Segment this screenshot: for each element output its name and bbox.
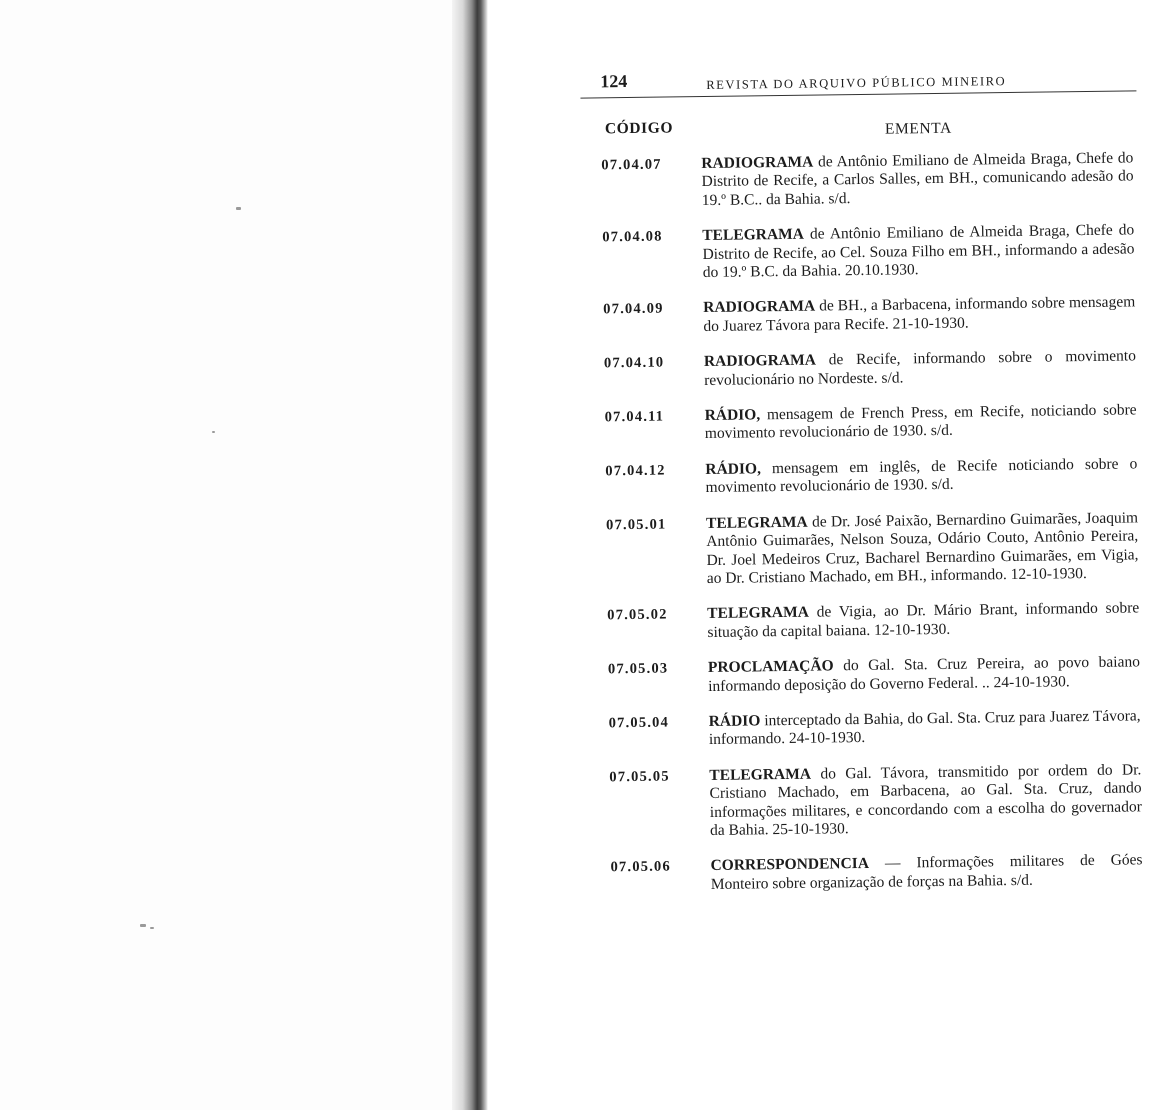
- entry-row: [583, 294, 1139, 338]
- entry-kind: RÁDIO: [708, 712, 761, 730]
- entry-text: — Informações militares de Góes Monteiro sobre organização de forças na Bahia. s/d.: [710, 851, 1143, 893]
- entry-kind: TELEGRAMA: [705, 513, 808, 532]
- entry-row: [589, 707, 1145, 751]
- entry-code: 07.04.11: [604, 408, 665, 426]
- entry-row: [582, 222, 1139, 284]
- entry-text: de Antônio Emiliano de Almeida Braga, Chefe do Distrito de Recife, a Carlos Salles, em BH., comunicando adesão do 19.º B.C.. da Bahia. s/d.: [701, 149, 1134, 209]
- entry-ementa: [709, 707, 1141, 749]
- entry-row: [586, 509, 1143, 590]
- entry-code: 07.05.02: [607, 606, 668, 624]
- entry-ementa: [708, 653, 1140, 695]
- entry-row: [587, 600, 1143, 644]
- entry-code: 07.05.06: [610, 858, 672, 876]
- entry-row: [581, 149, 1138, 211]
- entry-ementa: [710, 852, 1142, 894]
- entry-ementa: [707, 600, 1139, 642]
- paper-speck: [212, 431, 215, 433]
- entry-code: 07.05.01: [605, 516, 667, 534]
- entry-list: [581, 149, 1147, 895]
- entry-ementa: [702, 222, 1135, 283]
- column-header-code: CÓDIGO: [604, 119, 674, 138]
- entry-kind: RÁDIO,: [705, 460, 761, 478]
- entry-ementa: [704, 348, 1136, 390]
- entry-code: 07.04.08: [602, 228, 663, 246]
- entry-code: 07.04.10: [603, 354, 665, 372]
- entry-kind: TELEGRAMA: [707, 604, 809, 623]
- entry-kind: RADIOGRAMA: [703, 351, 816, 371]
- entry-ementa: [701, 149, 1134, 210]
- entry-text: de Recife, informando sobre o movimento revolucionário no Nordeste. s/d.: [704, 347, 1137, 389]
- entry-kind: RADIOGRAMA: [701, 153, 814, 173]
- entry-kind: TELEGRAMA: [709, 765, 812, 784]
- entry-kind: RÁDIO,: [704, 406, 761, 425]
- entry-ementa: [705, 455, 1137, 497]
- running-head: REVISTA DO ARQUIVO PÚBLICO MINEIRO: [706, 74, 1007, 92]
- entry-code: 07.05.04: [608, 714, 670, 732]
- entry-code: 07.04.07: [601, 156, 662, 174]
- entry-code: 07.05.03: [607, 660, 669, 678]
- entry-ementa: [706, 509, 1139, 588]
- entry-text: mensagem de French Press, em Recife, noticiando sobre movimento revolucionário de 1930. s/d.: [704, 401, 1137, 443]
- entry-kind: PROCLAMAÇÃO: [707, 657, 834, 677]
- entry-ementa: [709, 761, 1142, 840]
- column-header-ementa: EMENTA: [884, 119, 952, 138]
- page-number: 124: [600, 71, 628, 92]
- entry-code: 07.05.05: [609, 768, 670, 786]
- entry-text: do Gal. Sta. Cruz Pereira, ao povo baiano informando deposição do Governo Federal. .. 24-10-1930.: [708, 653, 1141, 695]
- entry-kind: TELEGRAMA: [702, 225, 805, 245]
- entry-text: de Antônio Emiliano de Almeida Braga, Chefe do Distrito de Recife, ao Cel. Souza Filho em BH., informando a adesão do 19.º B.C. da Bahia. 20.10.1930.: [702, 221, 1135, 282]
- entry-text: de BH., a Barbacena, informando sobre mensagem do Juarez Távora para Recife. 21-10-1930.: [703, 293, 1136, 335]
- entry-row: [584, 348, 1140, 392]
- entry-ementa: [705, 401, 1137, 443]
- entry-row: [590, 852, 1146, 896]
- entry-row: [585, 455, 1141, 499]
- entry-text: interceptado da Bahia, do Gal. Sta. Cruz para Juarez Távora, informando. 24-10-1930.: [708, 707, 1141, 749]
- entry-row: [585, 401, 1141, 445]
- entry-row: [589, 761, 1146, 842]
- book-spine: [452, 0, 488, 1110]
- entry-code: 07.04.09: [603, 301, 664, 318]
- paper-speck: [140, 924, 146, 927]
- entry-ementa: [703, 294, 1135, 336]
- entry-text: mensagem em inglês, de Recife noticiando sobre o movimento revolucionário de 1930. s/d.: [705, 455, 1138, 497]
- entry-row: [588, 653, 1144, 697]
- entry-code: 07.04.12: [605, 462, 666, 480]
- left-blank-page: [0, 0, 452, 1110]
- entry-text: do Gal. Távora, transmitido por ordem do Dr. Cristiano Machado, em Barbacena, ao Gal. Sta. Cruz, dando informações militares, e concordando com a escolha do governador da Bahia. 25-10-1930.: [709, 761, 1142, 839]
- paper-speck: [236, 207, 241, 210]
- entry-kind: CORRESPONDENCIA: [710, 855, 870, 875]
- entry-kind: RADIOGRAMA: [703, 298, 816, 317]
- entry-text: de Dr. José Paixão, Bernardino Guimarães, Joaquim Antônio Guimarães, Nelson Souza, Odário Couto, Antônio Pereira, Dr. Joel Medeiros Cruz, Bacharel Bernardino Guimarães, em Vigia, ao Dr. Cristiano Machado, em BH., informando. 12-10-1930.: [706, 509, 1139, 587]
- document-page: [580, 56, 1149, 1093]
- paper-speck: [150, 927, 154, 929]
- column-headers: [580, 91, 1136, 138]
- entry-text: de Vigia, ao Dr. Mário Brant, informando sobre situação da capital baiana. 12-10-1930.: [707, 599, 1140, 641]
